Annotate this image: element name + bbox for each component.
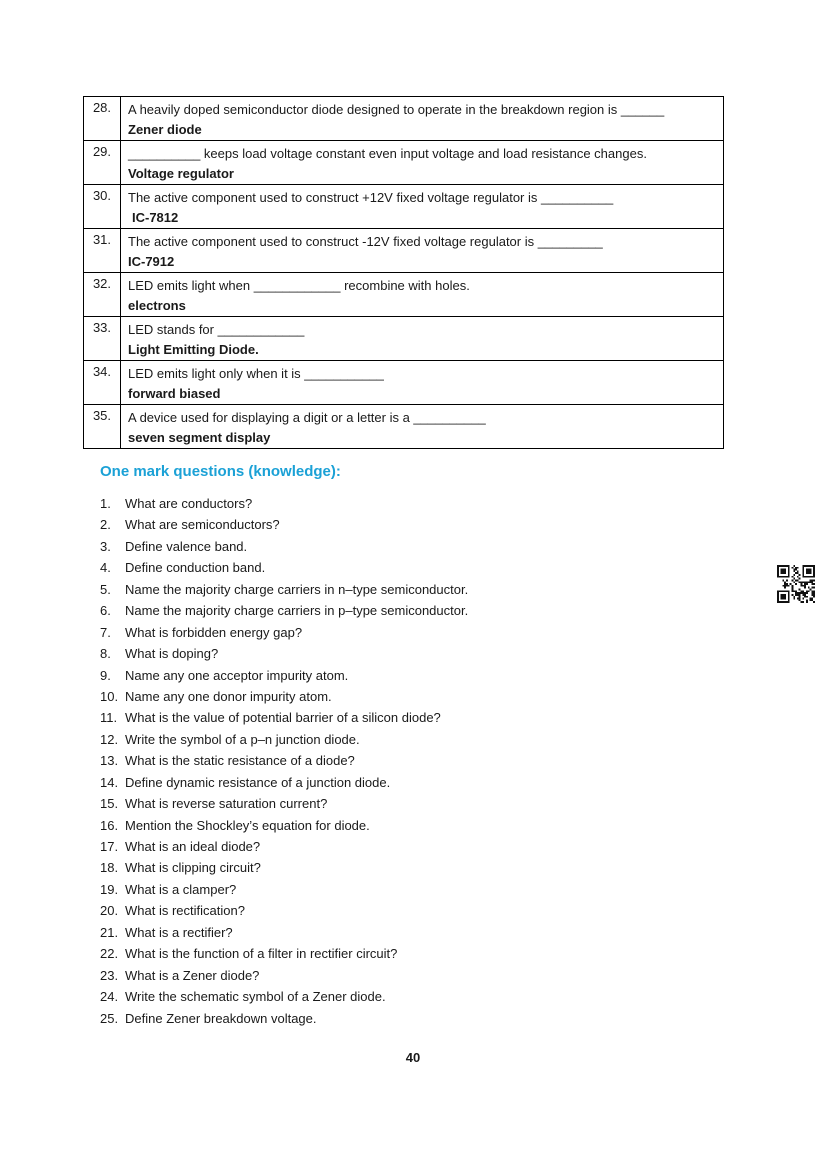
- list-item: [100, 514, 468, 535]
- list-item-number: 20.: [100, 903, 119, 919]
- list-item: [100, 622, 468, 643]
- list-item-text: Name any one donor impurity atom.: [125, 688, 332, 704]
- list-item: [100, 493, 468, 514]
- question-cell: [121, 141, 724, 185]
- list-item-text: What is a clamper?: [125, 881, 237, 897]
- list-item: [100, 665, 468, 686]
- page-number: 40: [405, 1050, 421, 1065]
- list-item-number: 15.: [100, 796, 119, 812]
- list-item-text: Name any one acceptor impurity atom.: [125, 667, 349, 683]
- question-number: 33.: [84, 317, 121, 361]
- list-item-number: 10.: [100, 688, 119, 704]
- table-row: [84, 185, 724, 229]
- list-item-text: Define dynamic resistance of a junction diode.: [125, 774, 391, 790]
- list-item-number: 2.: [100, 517, 111, 533]
- list-item: [100, 1008, 468, 1029]
- list-item-text: Define valence band.: [125, 538, 248, 554]
- question-text: LED emits light only when it is ___________: [128, 366, 384, 381]
- list-item: [100, 643, 468, 664]
- answer-text: electrons: [128, 298, 186, 313]
- list-item-text: What is the function of a filter in rectifier circuit?: [125, 946, 398, 962]
- list-item-text: Define conduction band.: [125, 560, 266, 576]
- question-cell: [121, 229, 724, 273]
- list-item-text: What is rectification?: [125, 903, 245, 919]
- list-item-number: 9.: [100, 667, 111, 683]
- question-number: 29.: [84, 141, 121, 185]
- list-item: [100, 536, 468, 557]
- list-item: [100, 707, 468, 728]
- table-row: [84, 97, 724, 141]
- list-item-number: 11.: [100, 710, 118, 726]
- answer-text: IC-7912: [128, 254, 175, 269]
- list-item-number: 23.: [100, 967, 119, 983]
- list-item-number: 22.: [100, 946, 119, 962]
- list-item-number: 16.: [100, 817, 119, 833]
- question-number: 31.: [84, 229, 121, 273]
- question-text: The active component used to construct -12V fixed voltage regulator is _________: [128, 234, 603, 249]
- list-item-text: What is the static resistance of a diode?: [125, 753, 355, 769]
- answer-text: forward biased: [128, 386, 221, 401]
- list-item: [100, 772, 468, 793]
- list-item-number: 17.: [100, 839, 119, 854]
- list-item-number: 14.: [100, 774, 119, 790]
- question-number: 28.: [84, 97, 121, 141]
- question-cell: [121, 97, 724, 141]
- list-item: [100, 943, 468, 964]
- question-text: LED emits light when ____________ recombine with holes.: [128, 278, 470, 293]
- list-item-number: 6.: [100, 603, 111, 619]
- list-item-text: What is reverse saturation current?: [125, 796, 328, 812]
- question-number: 30.: [84, 185, 121, 229]
- fill-in-blanks-body: [84, 97, 724, 449]
- answer-text: IC-7812: [132, 210, 179, 225]
- list-item: [100, 750, 468, 771]
- list-item: [100, 836, 468, 857]
- list-item-number: 5.: [100, 581, 111, 597]
- list-item: [100, 557, 468, 578]
- list-item-number: 4.: [100, 560, 111, 576]
- list-item: [100, 815, 468, 836]
- list-item-number: 19.: [100, 881, 119, 897]
- list-item-number: 13.: [100, 753, 119, 769]
- list-item-number: 25.: [100, 1010, 119, 1026]
- table-row: [84, 361, 724, 405]
- list-item: [100, 986, 468, 1007]
- list-item: [100, 686, 468, 707]
- list-item: [100, 965, 468, 986]
- list-item-text: What is an ideal diode?: [125, 839, 261, 854]
- question-list: [100, 493, 468, 1029]
- question-number: 35.: [84, 405, 121, 449]
- question-cell: [121, 185, 724, 229]
- section-title: One mark questions (knowledge):: [100, 463, 341, 480]
- list-item-text: What are conductors?: [125, 496, 253, 511]
- qr-code-icon: [777, 565, 815, 603]
- list-item: [100, 879, 468, 900]
- list-item-text: Write the schematic symbol of a Zener diode.: [125, 989, 386, 1005]
- table-row: [84, 141, 724, 185]
- table-row: [84, 229, 724, 273]
- answer-text: Zener diode: [128, 122, 202, 137]
- list-item-text: Define Zener breakdown voltage.: [125, 1010, 317, 1026]
- question-number: 32.: [84, 273, 121, 317]
- list-item-text: Name the majority charge carriers in n–type semiconductor.: [125, 581, 469, 597]
- list-item-number: 21.: [100, 924, 119, 940]
- list-item: [100, 729, 468, 750]
- table-row: [84, 405, 724, 449]
- list-item-text: What is forbidden energy gap?: [125, 624, 303, 640]
- question-text: The active component used to construct +12V fixed voltage regulator is __________: [128, 190, 614, 205]
- table-row: [84, 273, 724, 317]
- list-item-text: Mention the Shockley’s equation for diode.: [125, 817, 370, 833]
- list-item-number: 1.: [100, 496, 111, 511]
- question-text: A heavily doped semiconductor diode designed to operate in the breakdown region is ______: [128, 102, 665, 117]
- list-item-number: 18.: [100, 860, 119, 876]
- list-item-text: What are semiconductors?: [125, 517, 280, 533]
- list-item-text: What is a rectifier?: [125, 924, 233, 940]
- list-item: [100, 793, 468, 814]
- question-text: A device used for displaying a digit or a letter is a __________: [128, 410, 486, 425]
- question-cell: [121, 361, 724, 405]
- answer-text: Light Emitting Diode.: [128, 342, 259, 357]
- list-item-text: Name the majority charge carriers in p–type semiconductor.: [125, 603, 469, 619]
- question-cell: [121, 317, 724, 361]
- list-item-number: 24.: [100, 989, 119, 1005]
- question-text: LED stands for ____________: [128, 322, 305, 337]
- list-item-number: 12.: [100, 731, 119, 747]
- list-item-text: Write the symbol of a p–n junction diode.: [125, 731, 360, 747]
- question-cell: [121, 273, 724, 317]
- list-item-number: 8.: [100, 646, 111, 662]
- list-item-text: What is clipping circuit?: [125, 860, 261, 876]
- answer-text: seven segment display: [128, 430, 271, 445]
- list-item-text: What is doping?: [125, 646, 219, 662]
- list-item-number: 7.: [100, 624, 111, 640]
- fill-in-blanks-table: [83, 96, 724, 449]
- list-item: [100, 579, 468, 600]
- question-cell: [121, 405, 724, 449]
- list-item: [100, 900, 468, 921]
- list-item: [100, 857, 468, 878]
- list-item-number: 3.: [100, 538, 111, 554]
- answer-text: Voltage regulator: [128, 166, 234, 181]
- list-item-text: What is the value of potential barrier of a silicon diode?: [125, 710, 441, 726]
- list-item-text: What is a Zener diode?: [125, 967, 260, 983]
- list-item: [100, 922, 468, 943]
- list-item: [100, 600, 468, 621]
- table-row: [84, 317, 724, 361]
- question-text: __________ keeps load voltage constant even input voltage and load resistance changes.: [128, 146, 647, 161]
- question-number: 34.: [84, 361, 121, 405]
